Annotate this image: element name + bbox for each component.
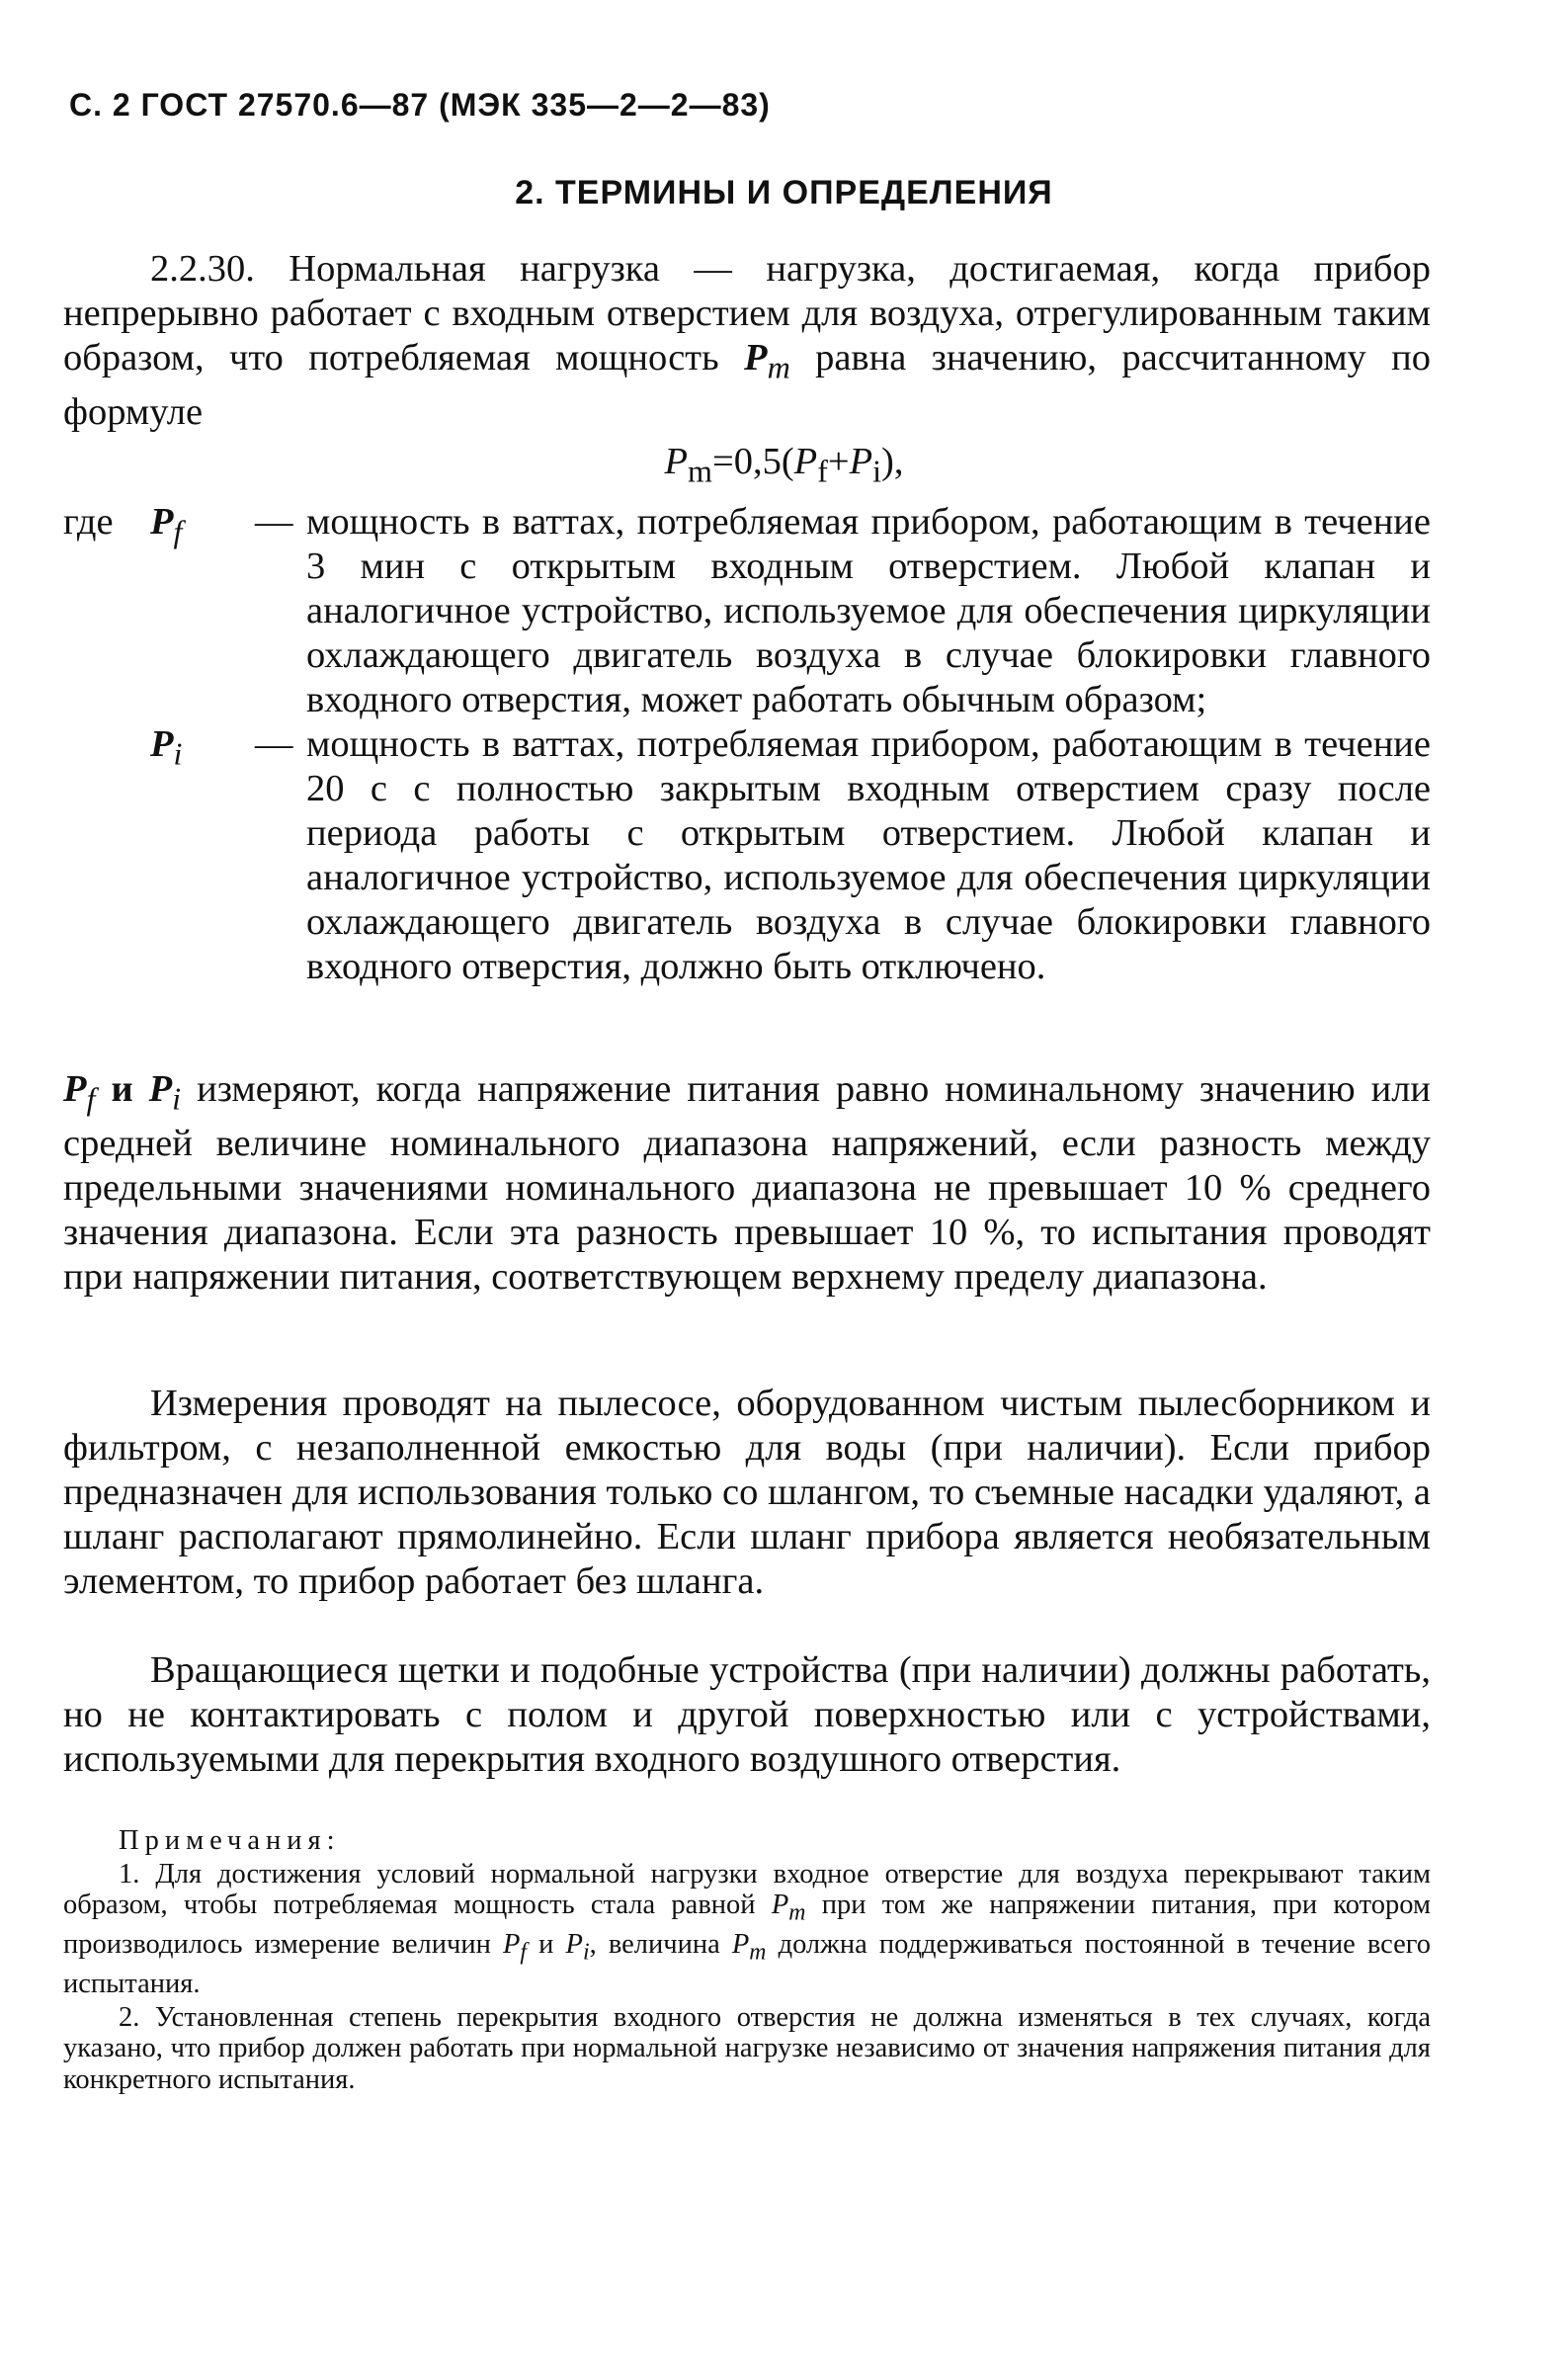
- measurement-setup-paragraph: [63, 1382, 1431, 1604]
- pm-subscript: m: [767, 349, 790, 385]
- formula-lhs-sub: m: [688, 453, 712, 489]
- rotating-brushes-paragraph: [63, 1648, 1431, 1782]
- note-1-pm2-symbol: P: [731, 1929, 750, 1961]
- formula-plus: +: [827, 441, 850, 482]
- formula-term-2-sub: i: [872, 453, 882, 489]
- clause-definition-paragraph: [63, 247, 1431, 435]
- pi-subscript: i: [173, 735, 183, 772]
- power-formula: [0, 438, 1568, 495]
- formula-term-2: P: [849, 441, 873, 482]
- note-1-pi-symbol: P: [565, 1929, 583, 1961]
- note-1-text-c: , величина: [589, 1929, 720, 1961]
- section-title: 2. ТЕРМИНЫ И ОПРЕДЕЛЕНИЯ: [515, 174, 1053, 211]
- note-1-text-b: при том же напряжении питания, при котором производилось измерение величин: [63, 1890, 1432, 1961]
- definition-pi: [63, 722, 1431, 989]
- definition-pf: [63, 500, 1431, 722]
- note-1-text-d: должна поддерживаться постоянной в течение всего испытания.: [63, 1929, 1432, 2000]
- measure-pi-sub: i: [172, 1080, 182, 1117]
- measure-pf-sub: f: [86, 1080, 96, 1117]
- formula-lhs: P: [664, 441, 689, 482]
- clause-intro: 2.2.30. Нормальная нагрузка — нагрузка, достигаемая, когда прибор непрерывно работает с входным отверстием для воздуха, отрегулированным таким образом, что потребляемая мощность: [63, 248, 1431, 378]
- measure-and: и: [111, 1068, 133, 1110]
- symbol-definitions: [63, 500, 1431, 989]
- note-1-text-a: 1. Для достижения условий нормальной нагрузки входное отверстие для воздуха перекрывают таким образом, чтобы потребляемая мощность стала равной: [63, 1858, 1431, 1920]
- measure-pi-symbol: P: [148, 1068, 173, 1110]
- formula-coefficient: =0,5(: [711, 441, 794, 482]
- note-1-pm-symbol: P: [771, 1890, 789, 1920]
- note-1-pm-sub: m: [788, 1899, 806, 1926]
- pm-symbol: P: [744, 337, 768, 378]
- measure-pf-symbol: P: [63, 1068, 87, 1110]
- formula-close: ),: [881, 441, 904, 482]
- definition-body-pi: [255, 722, 1431, 989]
- definition-dash: —: [255, 501, 293, 543]
- note-1-and: и: [538, 1929, 554, 1961]
- pf-subscript: f: [173, 513, 183, 549]
- note-1-pm2-sub: m: [749, 1939, 767, 1966]
- definition-dash: —: [255, 723, 293, 765]
- where-word: где: [63, 501, 114, 543]
- measure-text: измеряют, когда напряжение питания равно номинальному значению или средней величине номинального диапазона напряжений, если разность между предельными значениями номинального диапазона не превышает 10 % среднего значения диапазона. Если эта разность превышает 10 %, то испытания проводят при напряжении питания, соответствующем верхнему пределу диапазона.: [63, 1068, 1432, 1298]
- rotating-brushes-text: Вращающиеся щетки и подобные устройства (при наличии) должны работать, но не контактировать с полом и другой поверхностью или с устройствами, используемыми для перекрытия входного воздушного отверстия.: [63, 1649, 1431, 1780]
- definition-text-pf: мощность в ваттах, потребляемая прибором, работающим в течение 3 мин с открытым входным отверстием. Любой клапан и аналогичное устройство, используемое для обеспечения циркуляции охлаждающего двигатель воздуха в случае блокировки главного входного отверстия, может работать обычным образом;: [306, 501, 1431, 720]
- measurement-conditions-paragraph: [63, 1067, 1431, 1300]
- definition-text-pi: мощность в ваттах, потребляемая прибором, работающим в течение 20 с с полностью закрытым входным отверстием сразу после периода работы с открытым отверстием. Любой клапан и аналогичное устройство, используемое для обеспечения циркуляции охлаждающего двигатель воздуха в случае блокировки главного входного отверстия, должно быть отключено.: [306, 723, 1431, 987]
- clause-intro-tail: равна значению, рассчитанному по формуле: [63, 337, 1431, 433]
- note-1: [63, 1859, 1431, 2000]
- running-head: С. 2 ГОСТ 27570.6—87 (МЭК 335—2—2—83): [69, 87, 771, 123]
- notes-heading: Примечания:: [119, 1825, 341, 1856]
- notes-block: [63, 1825, 1431, 2095]
- note-2: 2. Установленная степень перекрытия входного отверстия не должна изменяться в тех случаях, когда указано, что прибор должен работать при нормальной нагрузке независимо от значения напряжения питания для конкретного испытания.: [63, 2001, 1431, 2095]
- pf-symbol: P: [150, 501, 174, 543]
- formula-term-1: P: [793, 441, 818, 482]
- note-1-pf-symbol: P: [503, 1929, 521, 1961]
- formula-term-1-sub: f: [817, 453, 828, 489]
- note-1-pf-sub: f: [520, 1939, 528, 1966]
- measurement-setup-text: Измерения проводят на пылесосе, оборудованном чистым пылесборником и фильтром, с незаполненной емкостью для воды (при наличии). Если прибор предназначен для использования только со шлангом, то съемные насадки удаляют, а шланг располагают прямолинейно. Если шланг прибора является необязательным элементом, то прибор работает без шланга.: [63, 1383, 1431, 1602]
- definition-body-pf: [255, 500, 1431, 722]
- pi-symbol: P: [150, 723, 174, 765]
- note-1-pi-sub: i: [582, 1939, 590, 1966]
